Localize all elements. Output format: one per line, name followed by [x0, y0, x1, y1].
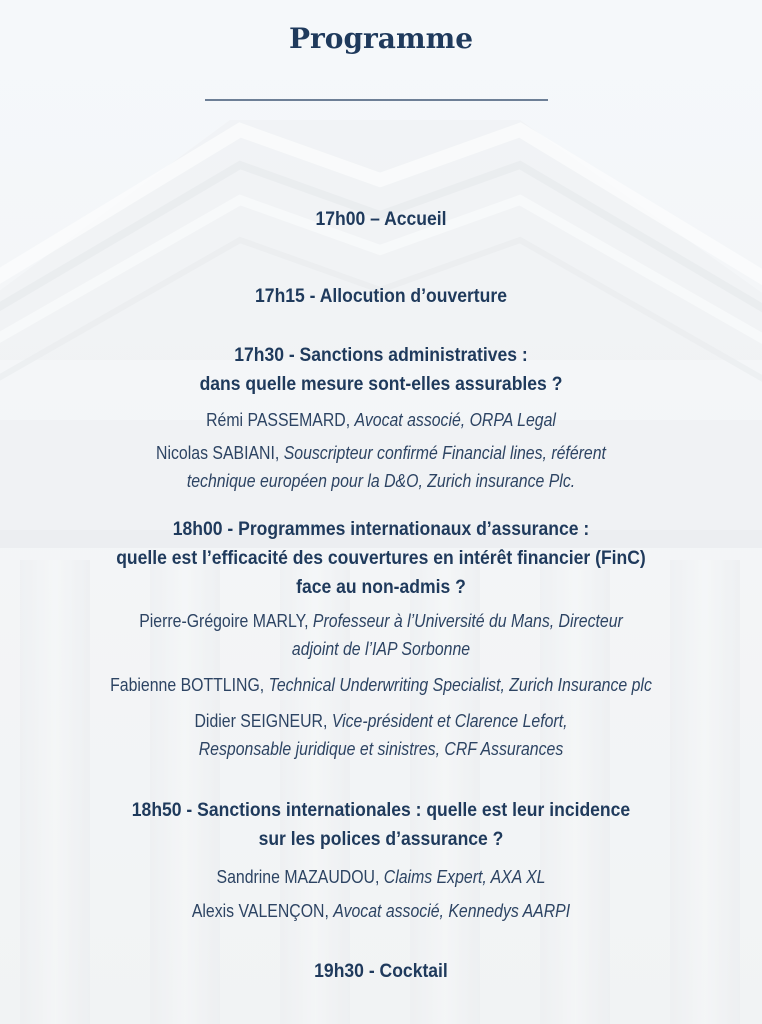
item-heading	[38, 796, 724, 854]
speaker-role: Vice-président et Clarence Lefort,	[331, 711, 568, 731]
programme-item-international-sanctions	[0, 796, 762, 925]
heading-line: quelle est l’efficacité des couvertures en intérêt financier (FinC)	[116, 547, 646, 569]
heading-line: 19h30 - Cocktail	[314, 960, 448, 982]
heading-line: 18h50 - Sanctions internationales : quelle est leur incidence	[131, 799, 631, 821]
speaker-role: Souscripteur confirmé Financial lines, référent	[283, 443, 606, 463]
speaker-name: Alexis VALENÇON,	[191, 901, 329, 921]
heading-line: sur les polices d’assurance ?	[258, 828, 504, 850]
item-heading	[38, 205, 724, 234]
speaker-name: Didier SEIGNEUR,	[194, 711, 328, 731]
heading-line: 17h15 - Allocution d’ouverture	[255, 285, 507, 307]
page-title: Programme	[288, 22, 474, 55]
speaker-name: Pierre-Grégoire MARLY,	[139, 611, 309, 631]
speaker-role: Claims Expert, AXA XL	[383, 867, 546, 887]
speaker-name: Nicolas SABIANI,	[156, 443, 280, 463]
speaker-name: Rémi PASSEMARD,	[206, 410, 351, 430]
speaker-role: Avocat associé, Kennedys AARPI	[333, 901, 571, 921]
speaker-role: technique européen pour la D&O, Zurich insurance Plc.	[186, 471, 576, 491]
speaker-role: Technical Underwriting Specialist, Zurich Insurance plc	[268, 675, 652, 695]
heading-line: face au non-admis ?	[296, 576, 466, 598]
speaker	[46, 439, 717, 495]
speaker-role: Avocat associé, ORPA Legal	[354, 410, 556, 430]
heading-line: 18h00 - Programmes internationaux d’assurance :	[172, 518, 590, 540]
item-heading	[38, 515, 724, 602]
programme-item-cocktail	[0, 957, 762, 986]
heading-line: dans quelle mesure sont-elles assurables ?	[199, 373, 563, 395]
item-heading	[38, 341, 724, 399]
speaker	[46, 897, 717, 925]
title-divider	[205, 99, 548, 101]
item-heading	[38, 282, 724, 311]
programme-item-accueil	[0, 205, 762, 234]
speaker	[46, 406, 717, 434]
programme-item-international-programmes	[0, 515, 762, 763]
heading-line: 17h30 - Sanctions administratives :	[234, 344, 528, 366]
speaker	[46, 607, 717, 663]
speaker	[46, 863, 717, 891]
speaker-role: Responsable juridique et sinistres, CRF Assurances	[198, 739, 564, 759]
item-heading	[38, 957, 724, 986]
heading-line: 17h00 – Accueil	[315, 208, 447, 230]
speaker-role: adjoint de l’IAP Sorbonne	[291, 639, 471, 659]
speaker	[46, 671, 717, 699]
speaker	[46, 707, 717, 763]
programme-item-opening	[0, 282, 762, 311]
speaker-name: Sandrine MAZAUDOU,	[216, 867, 380, 887]
speaker-role: Professeur à l’Université du Mans, Directeur	[312, 611, 623, 631]
programme-item-administrative-sanctions	[0, 341, 762, 495]
speaker-name: Fabienne BOTTLING,	[110, 675, 265, 695]
